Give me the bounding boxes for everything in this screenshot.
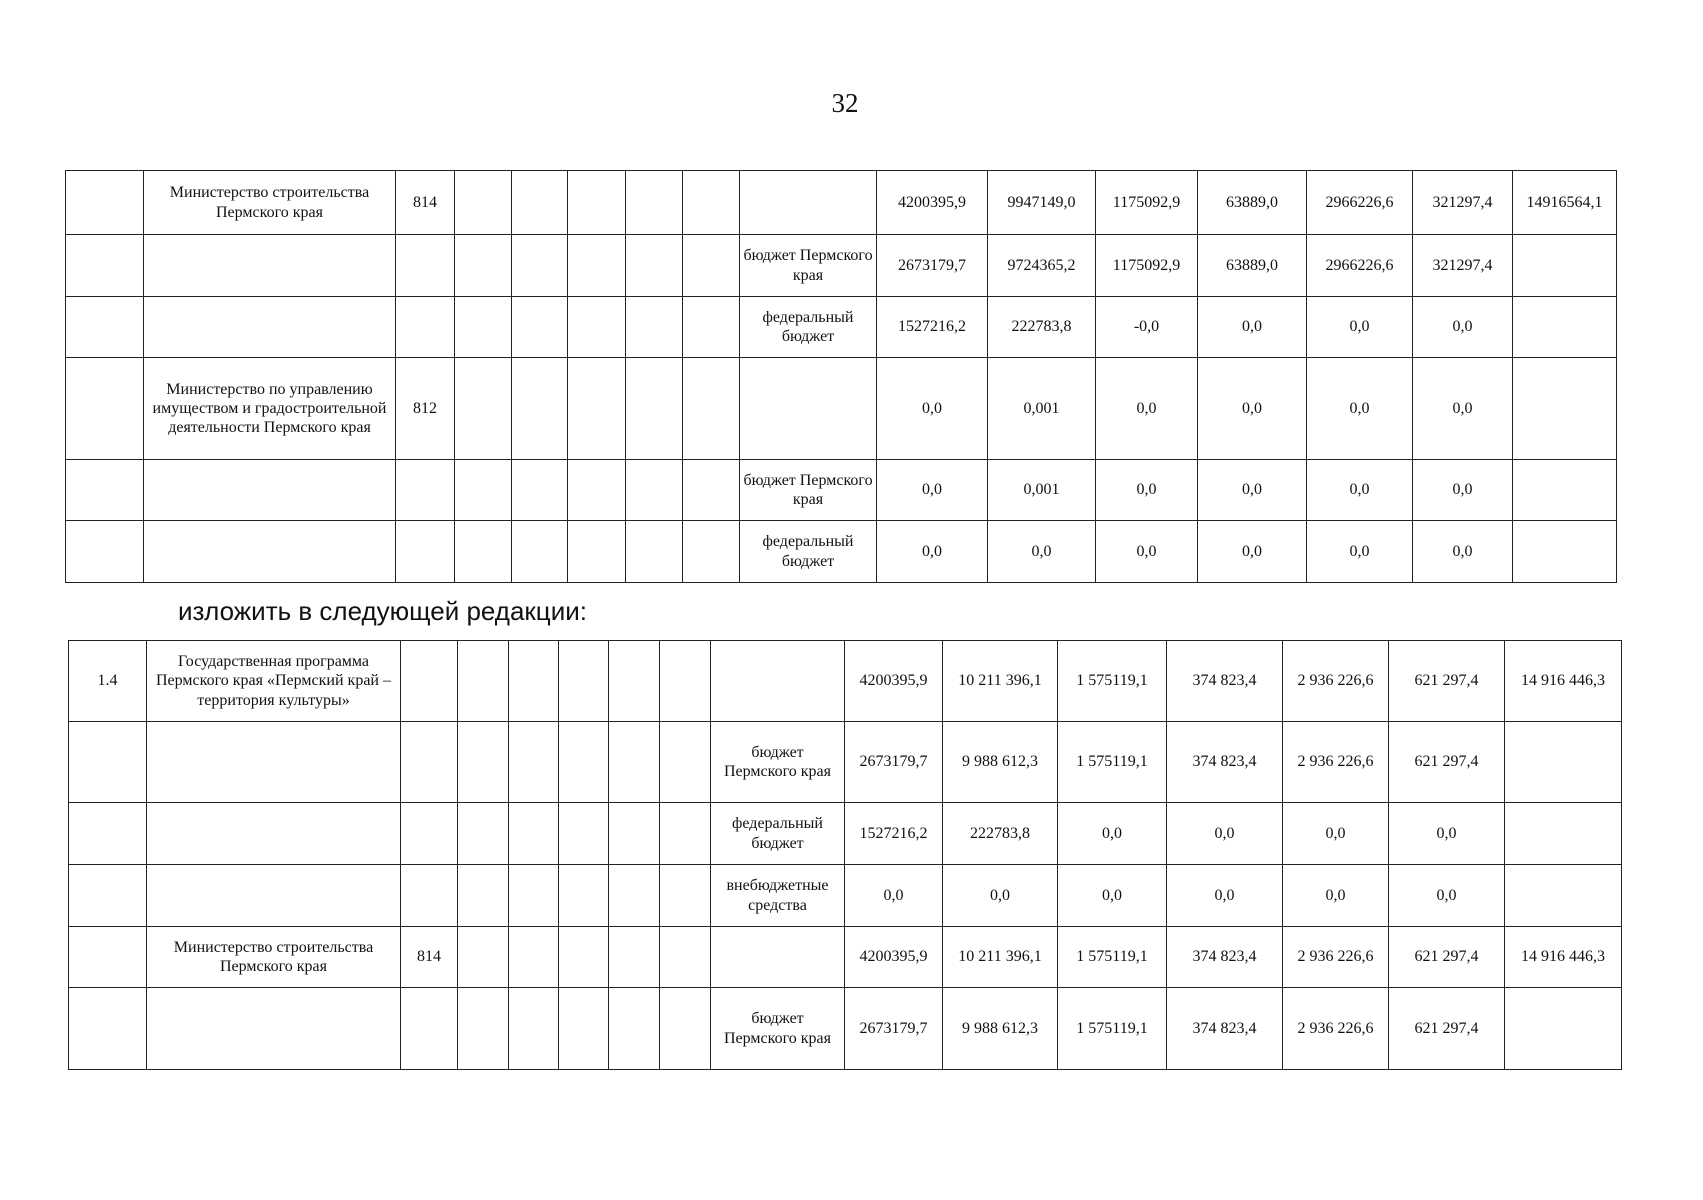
table-cell [509,927,559,988]
table-cell [509,803,559,865]
table-cell: 0,001 [988,460,1096,521]
table-cell [69,865,147,927]
table-cell [559,641,609,722]
table-cell [144,235,396,297]
table-cell [711,927,845,988]
table-cell [455,297,512,358]
table-cell: 2673179,7 [877,235,988,297]
table-cell: 0,0 [1413,358,1513,460]
table-cell: 0,0 [1307,460,1413,521]
table-cell [509,865,559,927]
table-cell: 321297,4 [1413,235,1513,297]
table-cell [626,460,683,521]
table-cell [660,865,711,927]
table-cell [144,521,396,583]
table-cell: 1 575119,1 [1058,722,1167,803]
table-cell [568,521,626,583]
table-cell: 1527216,2 [845,803,943,865]
table-cell [660,722,711,803]
table-cell [509,722,559,803]
table-cell [69,803,147,865]
table-cell: 0,0 [1283,865,1389,927]
table-row [66,358,1617,460]
table-cell [740,358,877,460]
table-cell [66,171,144,235]
table-cell [568,235,626,297]
table-cell [683,235,740,297]
table-cell: Государственная программа Пермского края «Пермский край – территория культуры» [147,641,401,722]
table-cell: 1527216,2 [877,297,988,358]
budget-table-before [65,170,1617,583]
table-cell: 374 823,4 [1167,988,1283,1070]
table-cell: бюджет Пермского края [711,988,845,1070]
section-heading: изложить в следующей редакции: [178,596,587,626]
table-cell [660,803,711,865]
table-cell [458,803,509,865]
table-cell [711,641,845,722]
table-cell [66,521,144,583]
table-cell [401,641,458,722]
table-cell [509,641,559,722]
table-cell: 2 936 226,6 [1283,927,1389,988]
table-cell: 0,0 [877,521,988,583]
table-cell [458,865,509,927]
table-cell: 14 916 446,3 [1505,641,1622,722]
table-cell [66,297,144,358]
table-cell: 9947149,0 [988,171,1096,235]
table-row [69,722,1622,803]
table-cell [455,521,512,583]
table-cell [455,235,512,297]
table-cell [1513,521,1617,583]
table-cell [69,988,147,1070]
table-cell: 14 916 446,3 [1505,927,1622,988]
table-cell [512,297,568,358]
table-cell: 374 823,4 [1167,927,1283,988]
table-cell [1513,297,1617,358]
table-cell: бюджет Пермского края [711,722,845,803]
table-cell [626,297,683,358]
table-cell [1513,235,1617,297]
table-cell: 814 [401,927,458,988]
table-cell [512,460,568,521]
table-cell [559,927,609,988]
table-cell [401,722,458,803]
table-cell: 0,0 [1198,521,1307,583]
table-cell [458,722,509,803]
table-cell: 2 936 226,6 [1283,722,1389,803]
table-cell: 1 575119,1 [1058,927,1167,988]
table-cell [512,171,568,235]
table-cell [147,722,401,803]
table-cell [559,722,609,803]
table-cell [509,988,559,1070]
table-cell: 0,0 [1307,521,1413,583]
table-cell: 0,0 [1058,865,1167,927]
table-row [69,803,1622,865]
table-cell: Министерство строительства Пермского края [144,171,396,235]
table-cell [559,865,609,927]
table-cell [609,641,660,722]
table-cell [1505,988,1622,1070]
table-cell [396,521,455,583]
table-cell: 814 [396,171,455,235]
table-cell [401,803,458,865]
table-cell: 321297,4 [1413,171,1513,235]
table-cell: 0,0 [1058,803,1167,865]
table-cell: 0,0 [1198,358,1307,460]
table-cell [626,235,683,297]
table-cell [568,460,626,521]
table-cell: 0,0 [1389,865,1505,927]
table-cell: 621 297,4 [1389,988,1505,1070]
table-cell: 2966226,6 [1307,171,1413,235]
table-cell [396,235,455,297]
table-cell: 0,0 [1167,865,1283,927]
table-cell: 1.4 [69,641,147,722]
table-cell: 0,0 [1283,803,1389,865]
table-cell [66,460,144,521]
budget-table-after [68,640,1622,1070]
table-row [66,521,1617,583]
table-cell [512,358,568,460]
table-cell: 374 823,4 [1167,722,1283,803]
table-row [69,865,1622,927]
table-cell: 0,0 [1389,803,1505,865]
table-cell: бюджет Пермского края [740,460,877,521]
table-row [69,988,1622,1070]
table-cell [401,988,458,1070]
table-cell: 621 297,4 [1389,722,1505,803]
table-cell: 10 211 396,1 [943,641,1058,722]
table-cell [683,358,740,460]
table-cell: 2673179,7 [845,722,943,803]
table-cell [609,988,660,1070]
table-cell [626,521,683,583]
table-row [66,460,1617,521]
table-cell [455,171,512,235]
table-cell: 9 988 612,3 [943,722,1058,803]
table-cell: 4200395,9 [877,171,988,235]
table-cell [1505,803,1622,865]
table-cell: 0,0 [988,521,1096,583]
table-cell [660,988,711,1070]
table-cell: 0,0 [1096,358,1198,460]
page-number: 32 [831,88,859,118]
table-cell [609,865,660,927]
table-cell [512,235,568,297]
table-cell: 0,001 [988,358,1096,460]
table-cell: бюджет Пермского края [740,235,877,297]
table-cell [626,171,683,235]
table-row [66,235,1617,297]
table-cell: 0,0 [1307,358,1413,460]
table-cell [66,358,144,460]
table-cell [396,460,455,521]
table-cell [1513,460,1617,521]
table-cell: -0,0 [1096,297,1198,358]
table-cell: 621 297,4 [1389,927,1505,988]
table-cell [609,803,660,865]
budget-table-before-body [66,171,1617,583]
table-cell: 621 297,4 [1389,641,1505,722]
table-cell [568,171,626,235]
table-cell: 222783,8 [943,803,1058,865]
table-cell: 4200395,9 [845,927,943,988]
table-cell: 0,0 [1096,521,1198,583]
table-cell: 1175092,9 [1096,171,1198,235]
table-cell: федеральный бюджет [740,297,877,358]
table-cell: 10 211 396,1 [943,927,1058,988]
table-cell: 0,0 [1307,297,1413,358]
table-cell [683,521,740,583]
table-cell [396,297,455,358]
table-cell [455,358,512,460]
table-cell: Министерство по управлению имуществом и градостроительной деятельности Пермского края [144,358,396,460]
table-cell: федеральный бюджет [740,521,877,583]
table-cell: 812 [396,358,455,460]
table-cell [559,988,609,1070]
table-cell [401,865,458,927]
table-cell: 0,0 [1413,297,1513,358]
table-cell: 1175092,9 [1096,235,1198,297]
table-cell [1513,358,1617,460]
table-cell [458,988,509,1070]
table-cell: 0,0 [1413,460,1513,521]
table-cell: 4200395,9 [845,641,943,722]
table-cell: 9 988 612,3 [943,988,1058,1070]
table-cell [147,865,401,927]
table-cell: Министерство строительства Пермского края [147,927,401,988]
table-cell: 2 936 226,6 [1283,641,1389,722]
table-cell: внебюджетные средства [711,865,845,927]
table-cell [609,927,660,988]
table-cell: 2673179,7 [845,988,943,1070]
table-cell: 63889,0 [1198,235,1307,297]
table-cell: 0,0 [877,358,988,460]
table-cell [559,803,609,865]
table-cell [609,722,660,803]
table-cell [660,927,711,988]
table-cell [66,235,144,297]
table-cell [1505,722,1622,803]
table-cell: 0,0 [1198,297,1307,358]
table-cell [1505,865,1622,927]
table-cell: 0,0 [1198,460,1307,521]
table-cell: 14916564,1 [1513,171,1617,235]
table-cell: 2966226,6 [1307,235,1413,297]
table-cell [144,297,396,358]
table-cell: 0,0 [943,865,1058,927]
table-row [66,297,1617,358]
table-cell [69,927,147,988]
table-cell: 222783,8 [988,297,1096,358]
table-cell [568,358,626,460]
table-cell [147,803,401,865]
table-cell [512,521,568,583]
table-cell: федеральный бюджет [711,803,845,865]
table-cell: 0,0 [1096,460,1198,521]
table-cell: 1 575119,1 [1058,641,1167,722]
table-row [69,641,1622,722]
table-cell: 63889,0 [1198,171,1307,235]
table-cell: 0,0 [1413,521,1513,583]
table-row [66,171,1617,235]
table-cell: 1 575119,1 [1058,988,1167,1070]
table-cell [683,460,740,521]
table-cell: 0,0 [845,865,943,927]
table-cell [683,171,740,235]
table-cell: 374 823,4 [1167,641,1283,722]
table-cell [458,927,509,988]
table-cell [660,641,711,722]
table-cell: 0,0 [877,460,988,521]
table-cell: 9724365,2 [988,235,1096,297]
budget-table-after-body [69,641,1622,1070]
table-cell: 0,0 [1167,803,1283,865]
table-cell [147,988,401,1070]
table-cell [626,358,683,460]
table-cell: 2 936 226,6 [1283,988,1389,1070]
table-cell [458,641,509,722]
table-row [69,927,1622,988]
table-cell [144,460,396,521]
table-cell [740,171,877,235]
table-cell [455,460,512,521]
table-cell [69,722,147,803]
table-cell [568,297,626,358]
table-cell [683,297,740,358]
